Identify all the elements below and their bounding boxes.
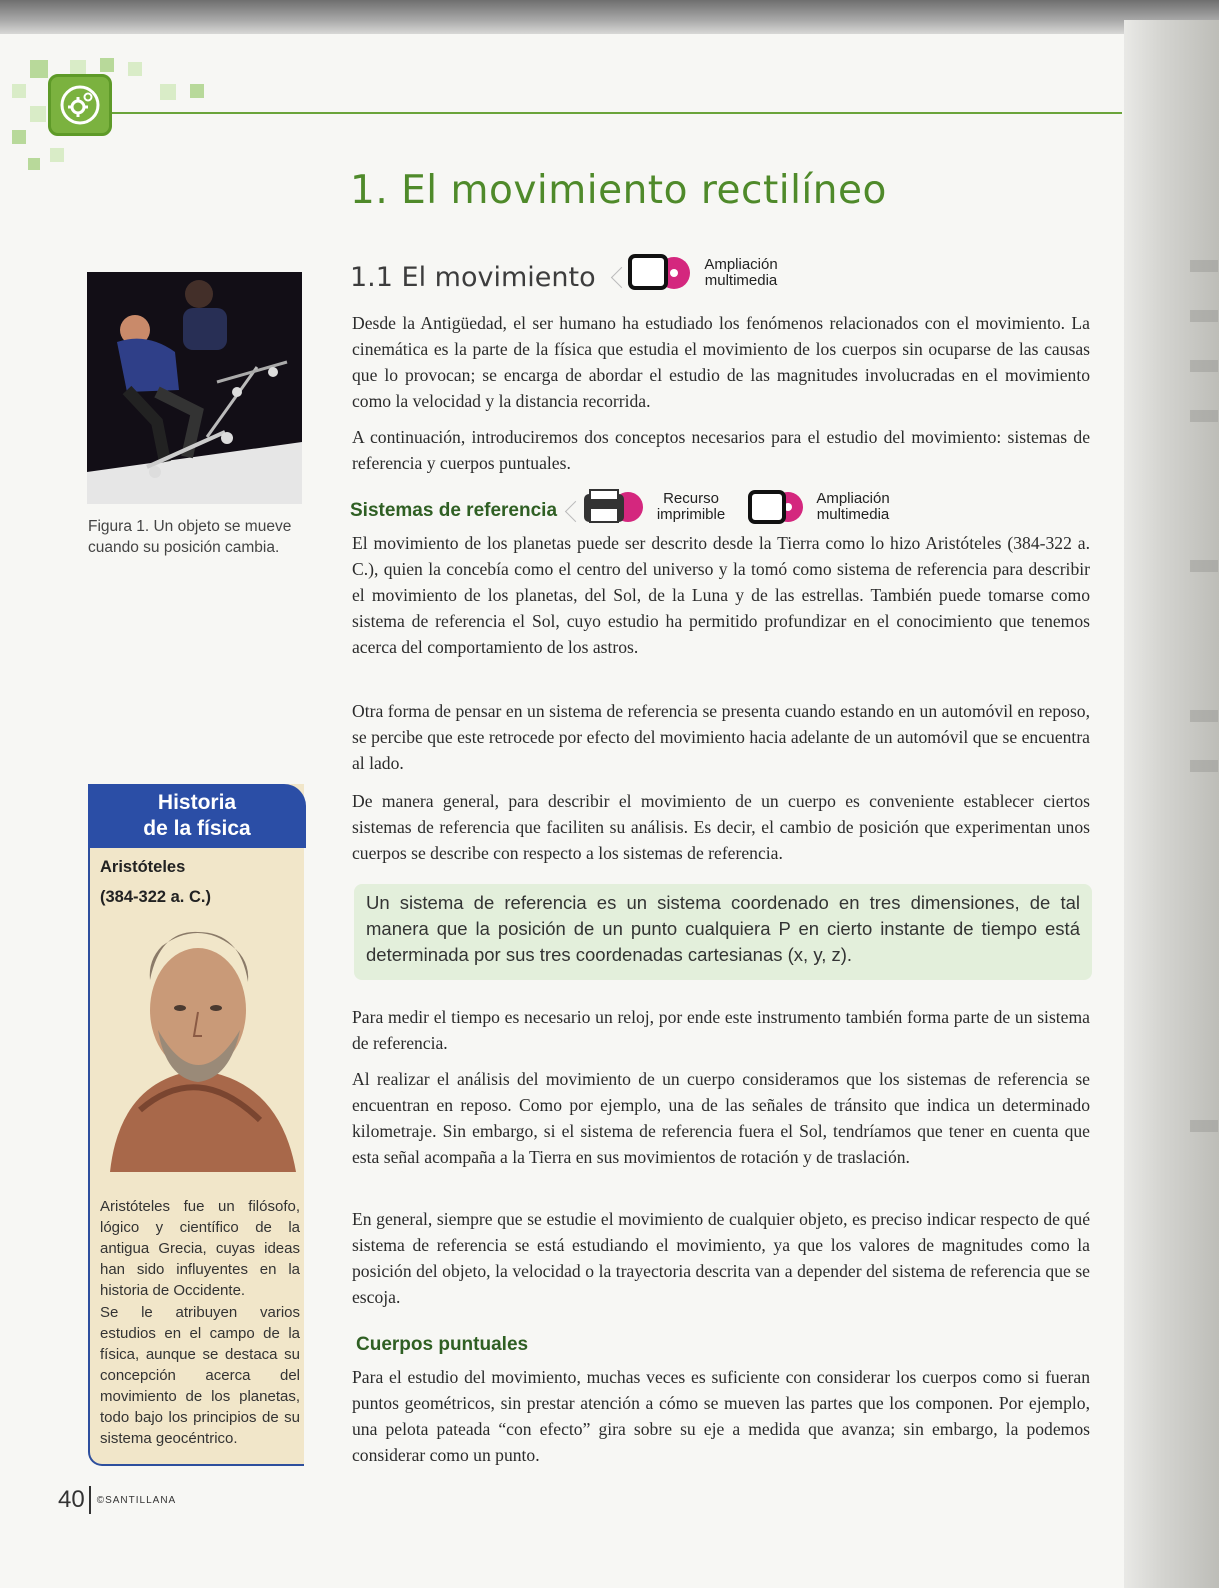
subsection-cuerpos: Cuerpos puntuales [356, 1334, 529, 1355]
definition-box [354, 884, 1092, 980]
page-footer [58, 1486, 176, 1514]
publisher: ©SANTILLANA [96, 1494, 177, 1506]
history-heading-line1: Historia [157, 791, 237, 814]
paragraph-concepts: A continuación, introduciremos dos conceptos necesarios para el estudio del movimiento: sistemas de referencia y cuerpos puntuales. [352, 427, 1090, 473]
paragraph-planets: El movimiento de los planetas puede ser descrito desde la Tierra como lo hizo Aristóteles (384-322 a. C.), quien la concebía como el centro del universo y la tomó como sistema de referencia para describir el movimiento de los planetas, del Sol, de la Luna y de las estrellas. También puede tomarse como sistema de referencia el Sol, cuyo estudio ha permitido profundizar en el conocimiento que tenemos acerca del comportamiento de los astros. [352, 533, 1090, 657]
printer-icon [580, 486, 650, 528]
chapter-title: 1. El movimiento rectilíneo [350, 168, 887, 213]
paragraph-intro: Desde la Antigüedad, el ser humano ha estudiado los fenómenos relacionados con el movimiento. La cinemática es la parte de la física que estudia el movimiento de los cuerpos sin ocuparse de las causas que lo provocan; se encarga de abordar el estudio de las magnitudes involucradas en el movimiento como la velocidad y la distancia recorrida. [352, 313, 1090, 411]
page-number: 40 [58, 1486, 85, 1513]
aristotle-portrait [100, 910, 296, 1172]
ampliacion-multimedia-link-2[interactable] [746, 486, 892, 528]
ampliacion-label-2: Ampliación multimedia [816, 490, 890, 523]
recurso-imprimible-link[interactable] [566, 486, 726, 528]
history-person [100, 852, 211, 912]
ampliacion-label: Ampliación multimedia [704, 256, 778, 289]
history-text-1: Aristóteles fue un filósofo, lógico y científico de la antigua Grecia, cuyas ideas han sido influyentes en la historia de Occidente. [100, 1198, 300, 1299]
paragraph-cuerpos: Para el estudio del movimiento, muchas veces es suficiente con considerar los cuerpos como si fueran puntos geométricos, sin prestar atención a cómo se mueven las partes que los componen. Por ejemplo, una pelota pateada “con efecto” gira sobre su eje a medida que avanza; sin embargo, la podemos considerar como un punto. [352, 1367, 1090, 1465]
facing-page-edge [1124, 20, 1219, 1588]
history-heading-line2: de la física [143, 817, 251, 840]
header-rule [112, 112, 1122, 114]
multimedia-icon [626, 250, 696, 296]
scan-top-edge [0, 0, 1219, 34]
multimedia-icon [746, 486, 808, 528]
definition-text: Un sistema de referencia es un sistema coordenado en tres dimensiones, de tal manera que la posición de un punto cualquiera P en cierto instante de tiempo está determinada por sus tres coordenadas cartesianas (x, y, z). [366, 892, 1080, 965]
paragraph-en-general: En general, siempre que se estudie el movimiento de cualquier objeto, es preciso indicar respecto de qué sistema de referencia se está estudiando el movimiento, ya que los valores de magnitudes como la posición del objeto, la velocidad o la trayectoria descrita van a depender del sistema de referencia que se escoja. [352, 1209, 1090, 1307]
history-heading [88, 784, 306, 848]
paragraph-general: De manera general, para describir el movimiento de un cuerpo es conveniente establecer ciertos sistemas de referencia que faciliten su análisis. Es decir, el cambio de posición que experimentan unos cuerpos se describe con respecto a los sistemas de referencia. [352, 791, 1090, 863]
figure-caption: Figura 1. Un objeto se mueve cuando su posición cambia. [88, 518, 292, 556]
figure-scooter-photo [87, 272, 302, 504]
paragraph-automovil: Otra forma de pensar en un sistema de referencia se presenta cuando estando en un automóvil en reposo, se percibe que este retrocede por efecto del movimiento hacia adelante de un automóvil que se encuentra al lado. [352, 701, 1090, 773]
recurso-label: Recurso imprimible [656, 490, 726, 523]
history-dates: (384-322 a. C.) [100, 888, 211, 906]
gears-icon [48, 74, 112, 136]
history-name: Aristóteles [100, 858, 186, 876]
subsection-sistemas: Sistemas de referencia [350, 500, 558, 521]
history-text-2: Se le atribuyen varios estudios en el campo de la física, aunque se destaca su concepción acerca del movimiento de los planetas, todo bajo los principios de su sistema geocéntrico. [100, 1304, 300, 1447]
history-sidebar [88, 784, 304, 1466]
section-title: 1.1 El movimiento [350, 262, 596, 293]
paragraph-reloj: Para medir el tiempo es necesario un reloj, por ende este instrumento también forma parte de un sistema de referencia. [352, 1007, 1090, 1053]
ampliacion-multimedia-link[interactable] [612, 250, 780, 296]
paragraph-reposo: Al realizar el análisis del movimiento de un cuerpo consideramos que los sistemas de referencia se encuentran en reposo. Como por ejemplo, una de las señales de tránsito que indica un determinado kilometraje. Sin embargo, si el sistema de referencia fuera el Sol, tendríamos que tener en cuenta que esta señal acompaña a la Tierra en sus movimientos de rotación y de traslación. [352, 1069, 1090, 1167]
